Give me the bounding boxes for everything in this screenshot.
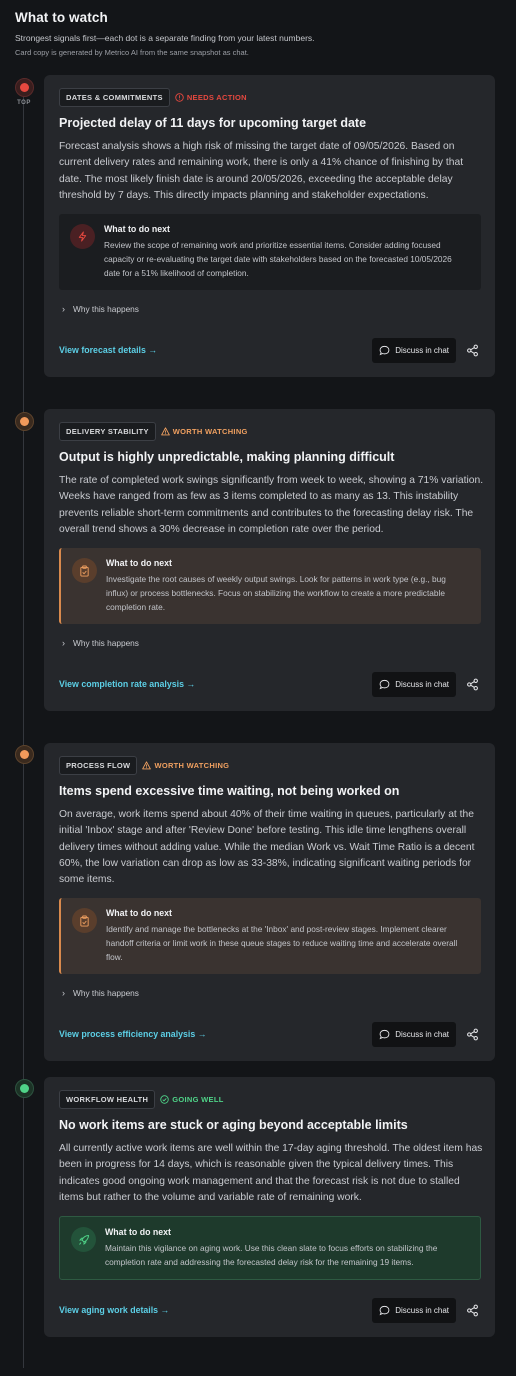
next-step-text: Maintain this vigilance on aging work. Use this clean slate to focus efforts on stabilizing the completion rate and addressing the forecasted delay risk for the remaining 19 items. (105, 1243, 438, 1268)
timeline-dot-2 (14, 412, 34, 431)
card-title: Projected delay of 11 days for upcoming target date (59, 116, 367, 130)
discuss-label: Discuss in chat (395, 345, 449, 355)
warning-triangle-icon (142, 761, 151, 770)
why-label: Why this happens (73, 304, 139, 315)
card-body: All currently active work items are well within the 17-day aging threshold. The oldest item has been in progress for 14 days, which is reasonable given the typical delivery times. This indicates good ongoing work management and that the forecast risk is not due to stalled items but rather to the volume and variable rate of remaining work. (59, 1143, 483, 1203)
why-toggle[interactable] (62, 988, 480, 998)
why-toggle[interactable] (62, 638, 480, 648)
discuss-label: Discuss in chat (395, 679, 449, 689)
next-step-text: Identify and manage the bottlenecks at the 'Inbox' and post-review stages. Implement clearer handoff criteria or limit work in these queue stages to reduce waiting time and accelerate overall flow. (106, 924, 458, 963)
share-icon[interactable] (465, 1027, 480, 1042)
details-link[interactable]: View process efficiency analysis → (59, 1029, 207, 1040)
next-step-text: Investigate the root causes of weekly output swings. Look for patterns in work type (e.g., bug influx) or process bottlenecks. Focus on stabilizing the workflow to create a more predictable completion rate. (106, 574, 446, 613)
alert-circle-icon (175, 93, 184, 102)
chevron-right-icon: › (62, 638, 65, 649)
next-step-title: What to do next (104, 224, 170, 235)
next-step-box (59, 898, 481, 974)
status-badge (161, 427, 248, 436)
category-tag: DATES & COMMITMENTS (59, 88, 170, 107)
discuss-button[interactable] (372, 1298, 456, 1323)
status-label: WORTH WATCHING (154, 760, 230, 770)
card-body: The rate of completed work swings significantly from week to week, showing a 71% variation. Weeks have ranged from as few as 3 items completed to as many as 13. This instability prevents reliable short-term commitments and contributes to the forecasting delay risk. The overall trend shows a 30% decrease in completion rate over the period. (59, 475, 484, 535)
status-badge (142, 761, 229, 770)
category-tag: PROCESS FLOW (59, 756, 137, 775)
chevron-right-icon: › (62, 304, 65, 315)
discuss-button[interactable] (372, 672, 456, 697)
timeline-line (23, 78, 24, 1368)
status-label: GOING WELL (172, 1094, 224, 1104)
page-subtitle: Strongest signals first—each dot is a separate finding from your latest numbers. (15, 33, 315, 43)
chat-bubble-icon (379, 679, 390, 690)
why-label: Why this happens (73, 638, 139, 649)
chevron-right-icon: › (62, 988, 65, 999)
category-tag: DELIVERY STABILITY (59, 422, 156, 441)
status-badge (175, 93, 247, 102)
next-step-title: What to do next (105, 1227, 171, 1238)
status-label: NEEDS ACTION (186, 92, 247, 102)
next-step-title: What to do next (106, 558, 172, 569)
clipboard-icon (72, 908, 97, 933)
finding-card (44, 1077, 495, 1337)
share-icon[interactable] (465, 343, 480, 358)
details-link[interactable]: View aging work details → (59, 1305, 170, 1316)
discuss-button[interactable] (372, 338, 456, 363)
next-step-box (59, 548, 481, 624)
finding-card (44, 75, 495, 377)
status-badge (160, 1095, 223, 1104)
top-label: TOP (17, 100, 31, 106)
page-note: Card copy is generated by Metrico AI from the same snapshot as chat. (15, 48, 249, 57)
card-title: Items spend excessive time waiting, not being worked on (59, 784, 400, 798)
warning-triangle-icon (161, 427, 170, 436)
card-body: On average, work items spend about 40% of their time waiting in queues, particularly at the initial 'Inbox' stage and after 'Review Done' before testing. This idle time lengthens overall delivery times without adding value. While the median Work vs. Wait Time Ratio is a decent 60%, the low variation can drop as low as 33-38%, indicating significant waiting periods for some items. (59, 809, 475, 886)
next-step-title: What to do next (106, 908, 172, 919)
discuss-button[interactable] (372, 1022, 456, 1047)
share-icon[interactable] (465, 1303, 480, 1318)
status-label: WORTH WATCHING (172, 426, 248, 436)
category-tag: WORKFLOW HEALTH (59, 1090, 155, 1109)
details-link[interactable]: View forecast details → (59, 345, 158, 356)
card-body: Forecast analysis shows a high risk of missing the target date of 09/05/2026. Based on current delivery rates and remaining work, there is only a 41% chance of finishing by that date. The most likely finish date is around 20/05/2026, exceeding the acceptable delay threshold by 7 days. This directly impacts planning and stakeholder expectations. (59, 141, 464, 201)
finding-card (44, 743, 495, 1061)
card-title: Output is highly unpredictable, making planning difficult (59, 450, 395, 464)
lightning-icon (70, 224, 95, 249)
discuss-label: Discuss in chat (395, 1305, 449, 1315)
share-icon[interactable] (465, 677, 480, 692)
timeline-dot-3 (14, 745, 34, 764)
timeline-dot-4 (14, 1079, 34, 1098)
clipboard-icon (72, 558, 97, 583)
page-title: What to watch (15, 10, 108, 25)
page-header (15, 10, 505, 57)
card-title: No work items are stuck or aging beyond acceptable limits (59, 1118, 408, 1132)
next-step-text: Review the scope of remaining work and prioritize essential items. Consider adding focused capacity or re-evaluating the target date with stakeholders based on the forecasted 10/05/2026 date for a 51% likelihood of completion. (104, 240, 452, 279)
details-link[interactable]: View completion rate analysis → (59, 679, 196, 690)
finding-card (44, 409, 495, 711)
next-step-box (59, 214, 481, 290)
chat-bubble-icon (379, 1029, 390, 1040)
why-label: Why this happens (73, 988, 139, 999)
next-step-box (59, 1216, 481, 1280)
why-toggle[interactable] (62, 304, 480, 314)
chat-bubble-icon (379, 1305, 390, 1316)
chat-bubble-icon (379, 345, 390, 356)
timeline-dot-1 (14, 78, 34, 106)
check-circle-icon (160, 1095, 169, 1104)
discuss-label: Discuss in chat (395, 1029, 449, 1039)
rocket-icon (71, 1227, 96, 1252)
